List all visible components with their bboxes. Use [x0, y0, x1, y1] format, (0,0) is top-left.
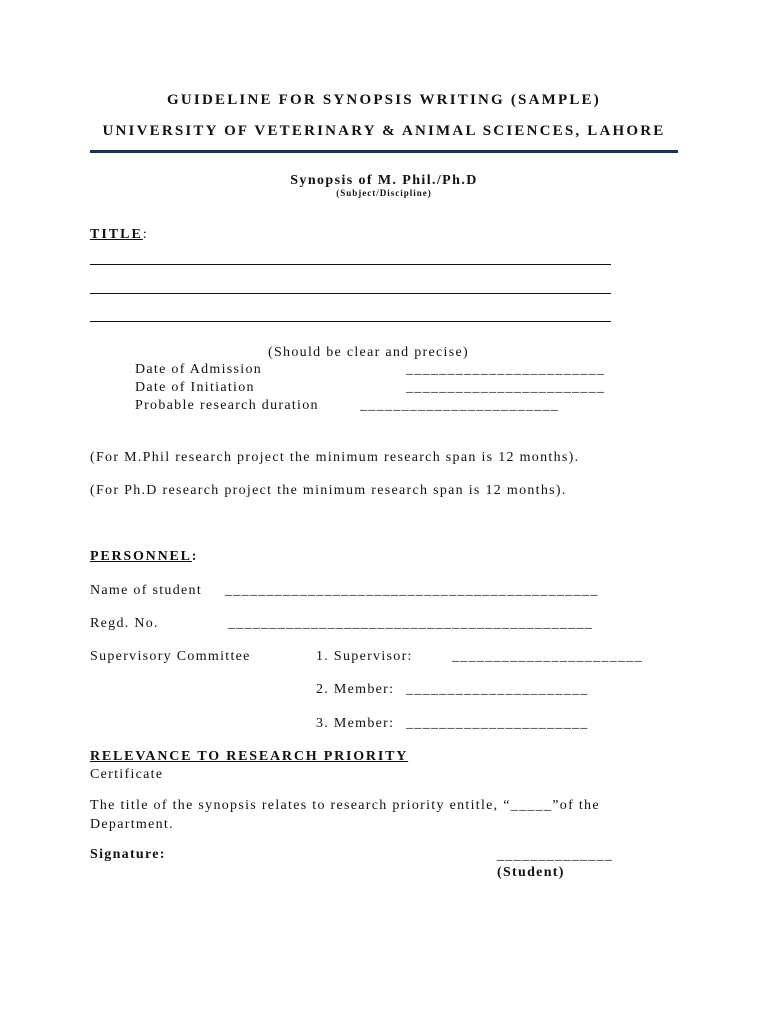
title-colon: : [142, 227, 149, 242]
mphil-note: (For M.Phil research project the minimum research span is 12 months). [90, 450, 580, 465]
member2-field[interactable]: ______________________ [406, 716, 589, 731]
title-label: TITLE [90, 227, 143, 242]
supervisor-field[interactable]: _______________________ [452, 649, 643, 664]
personnel-colon: : [191, 549, 199, 564]
member1-field[interactable]: ______________________ [406, 682, 589, 697]
regd-no-field[interactable]: ____________________________________________ [228, 616, 594, 631]
phd-note: (For Ph.D research project the minimum research span is 12 months). [90, 483, 567, 498]
relevance-text-line2: Department. [90, 817, 174, 832]
member2-label: 3. Member: [316, 716, 395, 731]
date-initiation-label: Date of Initiation [135, 380, 255, 395]
duration-field[interactable]: ________________________ [360, 398, 560, 413]
student-name-label: Name of student [90, 583, 203, 598]
date-admission-field[interactable]: ________________________ [406, 362, 606, 377]
title-line-1[interactable] [90, 264, 611, 265]
member1-label: 2. Member: [316, 682, 395, 697]
relevance-heading: RELEVANCE TO RESEARCH PRIORITY [90, 749, 409, 764]
synopsis-subheading: (Subject/Discipline) [336, 188, 432, 198]
date-initiation-field[interactable]: ________________________ [406, 380, 606, 395]
signature-label: Signature: [90, 847, 166, 862]
supervisor-label: 1. Supervisor: [316, 649, 413, 664]
personnel-label: PERSONNEL [90, 549, 192, 564]
title-note: (Should be clear and precise) [268, 345, 469, 360]
personnel-heading [90, 549, 198, 565]
regd-no-label: Regd. No. [90, 616, 159, 631]
title-row [90, 227, 148, 243]
duration-label: Probable research duration [135, 398, 319, 413]
synopsis-heading: Synopsis of M. Phil./Ph.D [290, 173, 478, 188]
student-name-field[interactable]: _____________________________________________ [225, 583, 599, 598]
relevance-text-line1: The title of the synopsis relates to research priority entitle, “_____”of the [90, 798, 600, 813]
document-title: GUIDELINE FOR SYNOPSIS WRITING (SAMPLE) [167, 92, 601, 108]
title-line-3[interactable] [90, 321, 611, 322]
header-rule [90, 150, 678, 153]
committee-label: Supervisory Committee [90, 649, 251, 664]
signature-field[interactable]: ______________ [497, 848, 614, 863]
student-signature-label: (Student) [497, 865, 565, 880]
title-line-2[interactable] [90, 293, 611, 294]
certificate-label: Certificate [90, 767, 164, 782]
date-admission-label: Date of Admission [135, 362, 263, 377]
university-name: UNIVERSITY OF VETERINARY & ANIMAL SCIENCES, LAHORE [102, 123, 666, 139]
